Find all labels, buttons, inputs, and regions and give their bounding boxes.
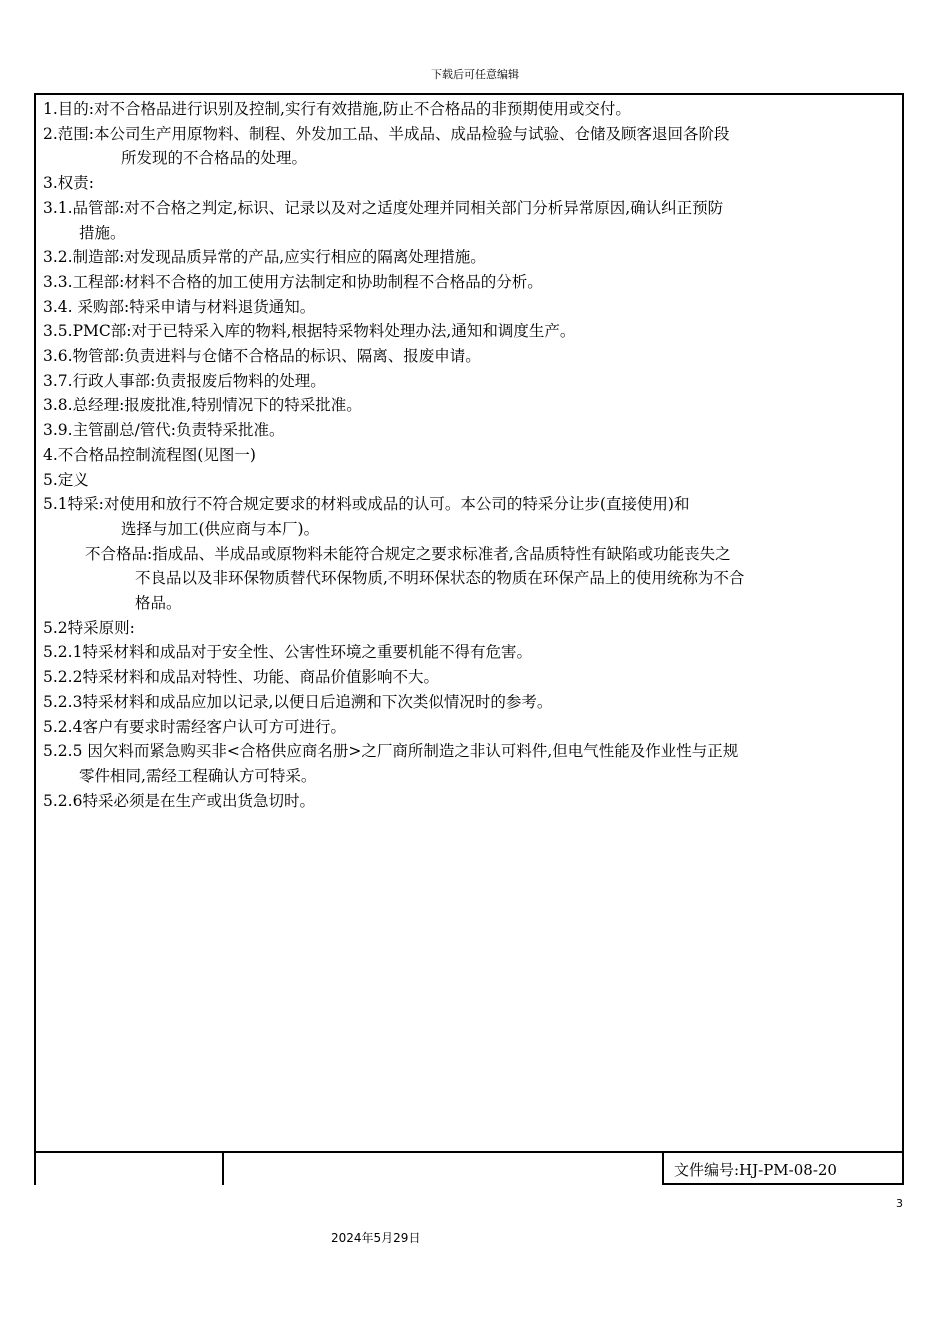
principle-5-line: 5.2.5 因欠料而紧急购买非<合格供应商名册>之厂商所制造之非认可料件,但电气性能及作业性与正规	[43, 742, 739, 761]
resp-manufacturing-line: 3.2.制造部:对发现品质异常的产品,应实行相应的隔离处理措施。	[43, 248, 486, 267]
document-body	[43, 97, 896, 813]
scope-line-cont: 所发现的不合格品的处理。	[121, 149, 308, 168]
page-number: 3	[896, 1197, 903, 1210]
scope-line: 2.范围:本公司生产用原物料、制程、外发加工品、半成品、成品检验与试验、仓储及顾客退回各阶段	[43, 124, 730, 143]
purpose-line: 1.目的:对不合格品进行识别及控制,实行有效措施,防止不合格品的非预期使用或交付。	[43, 100, 631, 118]
definition-nonconforming-line-cont: 不良品以及非环保物质替代环保物质,不明环保状态的物质在环保产品上的使用统称为不合	[135, 569, 745, 588]
doc-number: 文件编号:HJ-PM-08-20	[662, 1151, 904, 1185]
principle-1-line: 5.2.1特采材料和成品对于安全性、公害性环境之重要机能不得有危害。	[43, 643, 532, 662]
definition-special-line-cont: 选择与加工(供应商与本厂)。	[121, 519, 320, 538]
resp-qc-line-cont: 措施。	[79, 223, 126, 242]
resp-admin-line: 3.7.行政人事部:负责报废后物料的处理。	[43, 371, 326, 390]
footer-table	[34, 1151, 904, 1185]
definition-nonconforming-line-end: 格品。	[135, 594, 182, 613]
resp-engineering-line: 3.3.工程部:材料不合格的加工使用方法制定和协助制程不合格品的分析。	[43, 272, 543, 291]
header-note: 下载后可任意编辑	[431, 68, 519, 81]
resp-materials-line: 3.6.物管部:负责进料与仓储不合格品的标识、隔离、报废申请。	[43, 347, 481, 366]
principle-3-line: 5.2.3特采材料和成品应加以记录,以便日后追溯和下次类似情况时的参考。	[43, 692, 553, 711]
resp-vp-line: 3.9.主管副总/管代:负责特采批准。	[43, 421, 285, 440]
principle-5-line-cont: 零件相同,需经工程确认方可特采。	[79, 766, 317, 785]
resp-gm-line: 3.8.总经理:报废批准,特别情况下的特采批准。	[43, 396, 362, 415]
footer-cell-1	[34, 1151, 224, 1185]
definition-heading: 5.定义	[43, 470, 89, 489]
definition-nonconforming-line: 不合格品:指成品、半成品或原物料未能符合规定之要求标准者,含品质特性有缺陷或功能丧失之	[85, 544, 731, 563]
footer-cell-2	[224, 1151, 662, 1185]
document-frame	[34, 93, 904, 1151]
resp-pmc-line: 3.5.PMC部:对于已特采入库的物料,根据特采物料处理办法,通知和调度生产。	[43, 322, 576, 341]
principle-2-line: 5.2.2特采材料和成品对特性、功能、商品价值影响不大。	[43, 668, 439, 687]
principle-6-line: 5.2.6特采必须是在生产或出货急切时。	[43, 791, 315, 810]
resp-qc-line: 3.1.品管部:对不合格之判定,标识、记录以及对之适度处理并同相关部门分析异常原因,确认纠正预防	[43, 198, 724, 217]
definition-special-line: 5.1特采:对使用和放行不符合规定要求的材料或成品的认可。本公司的特采分让步(直接使用)和	[43, 495, 690, 514]
footer-date: 2024年5月29日	[331, 1231, 421, 1245]
responsibility-heading: 3.权责:	[43, 174, 95, 193]
principle-heading: 5.2特采原则:	[43, 618, 135, 637]
flowchart-line: 4.不合格品控制流程图(见图一)	[43, 445, 256, 464]
resp-purchasing-line: 3.4. 采购部:特采申请与材料退货通知。	[43, 297, 316, 316]
principle-4-line: 5.2.4客户有要求时需经客户认可方可进行。	[43, 717, 346, 736]
